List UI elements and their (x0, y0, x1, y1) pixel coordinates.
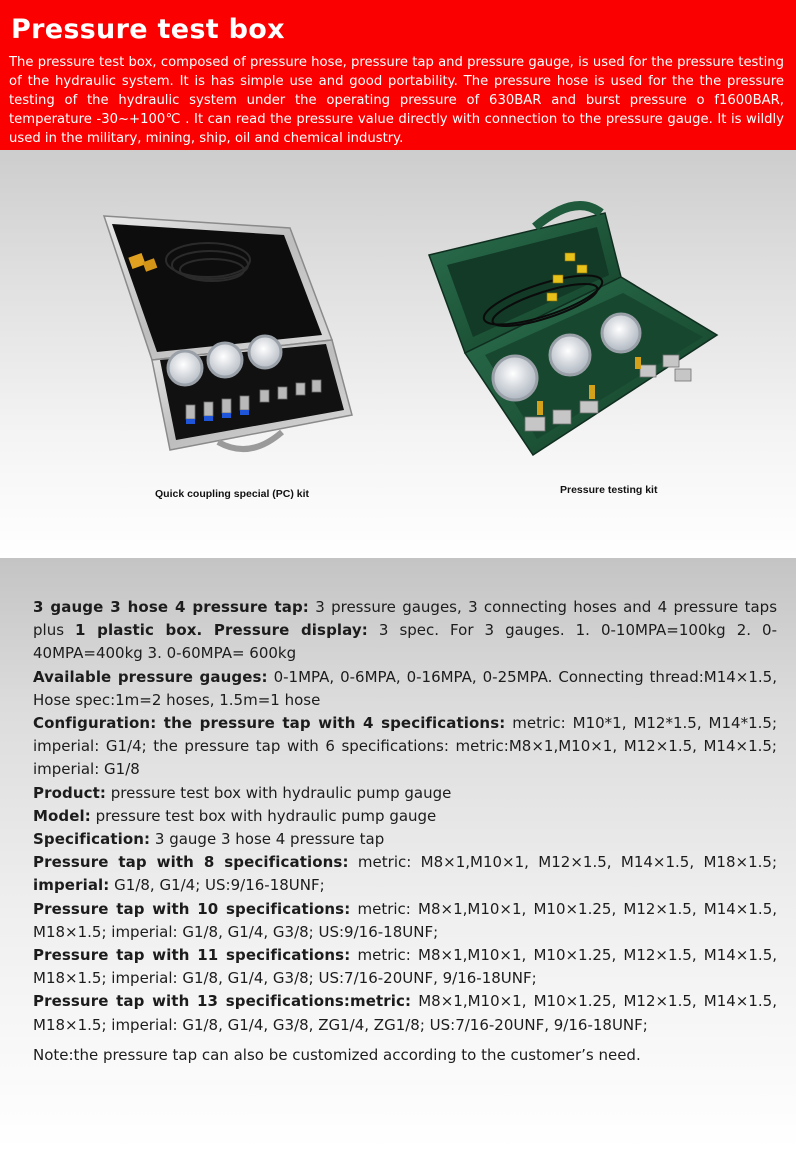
spec-value: M8×1,M10×1, M10×1.25, M12×1.5, M14×1.5, M18×1.5; imperial: G1/8, G1/4, G3/8, ZG1/4, ZG1/8; US:7/16-20UNF, 9/16-18UNF; (33, 992, 777, 1034)
page-title: Pressure test box (11, 14, 285, 45)
caption-quick-coupling-kit: Quick coupling special (PC) kit (155, 488, 310, 500)
spec-value: metric: M8×1,M10×1, M10×1.25, M12×1.5, M14×1.5, M18×1.5; imperial: G1/8, G1/4, G3/8; US:7/16-20UNF, 9/16-18UNF; (33, 946, 778, 988)
spec-tap-13 (33, 990, 777, 1036)
intro-paragraph: The pressure test box, composed of pressure hose, pressure tap and pressure gauge, is used for the pressure testing of the hydraulic system. It is has simple use and good portability. The pressure hose is used for the the pressure testing of the hydraulic system under the operating pressure of 630BAR and burst pressure o f1600BAR, temperature -30~+100℃ . It can read the pressure value directly with connection to the pressure gauge. It is wildly used in the military, mining, ship, oil and chemical industry. (9, 55, 784, 146)
spec-tap-10 (33, 898, 777, 944)
silver-case-image (100, 210, 360, 480)
specifications-section (0, 558, 796, 1149)
spec-value: pressure test box with hydraulic pump gauge (90, 806, 437, 825)
spec-label: Pressure tap with 8 specifications: (33, 853, 349, 872)
spec-value: 3 pressure gauges, 3 connecting hoses and 4 pressure taps plus (33, 598, 778, 640)
spec-label: 1 plastic box. Pressure display: (75, 621, 368, 640)
spec-label: Pressure tap with 10 specifications: (33, 899, 351, 918)
spec-tap-8 (33, 851, 777, 897)
spec-value: metric: M8×1,M10×1, M12×1.5, M14×1.5, M18×1.5; (348, 853, 777, 872)
spec-label: Pressure tap with 13 specifications:metric: (33, 992, 412, 1011)
spec-label: imperial: (33, 876, 110, 895)
spec-tap-11 (33, 944, 777, 990)
spec-value: 0-1MPA, 0-6MPA, 0-16MPA, 0-25MPA. Connecting thread:M14×1.5, Hose spec:1m=2 hoses, 1.5m=1 hose (33, 667, 777, 709)
spec-configuration (33, 712, 777, 782)
spec-specification (33, 828, 777, 851)
product-photos (0, 150, 796, 558)
spec-value: G1/8, G1/4; US:9/16-18UNF; (109, 876, 325, 895)
caption-pressure-testing-kit: Pressure testing kit (560, 484, 658, 496)
spec-model (33, 805, 777, 828)
spec-label: Configuration: the pressure tap with 4 specifications: (33, 714, 506, 733)
header-banner (0, 0, 796, 150)
spec-label: 3 gauge 3 hose 4 pressure tap: (33, 598, 309, 616)
spec-label: Pressure tap with 11 specifications: (33, 946, 351, 965)
spec-list (33, 596, 777, 1037)
spec-value: metric: M8×1,M10×1, M10×1.25, M12×1.5, M14×1.5, M18×1.5; imperial: G1/8, G1/4, G3/8; US:9/16-18UNF; (33, 899, 778, 941)
customization-note: Note:the pressure tap can also be customized according to the customer’s need. (33, 1046, 641, 1064)
spec-value: pressure test box with hydraulic pump gauge (105, 783, 452, 802)
spec-value: 3 spec. For 3 gauges. 1. 0-10MPA=100kg 2. 0-40MPA=400kg 3. 0-60MPA= 600kg (33, 621, 777, 663)
green-case-image (425, 205, 725, 475)
spec-product (33, 782, 777, 805)
spec-label: Available pressure gauges: (33, 667, 268, 686)
spec-available-gauges (33, 666, 777, 712)
spec-value: 3 gauge 3 hose 4 pressure tap (150, 830, 385, 849)
spec-label: Product: (33, 783, 106, 802)
spec-label: Model: (33, 806, 91, 825)
spec-gauge-hose-tap (33, 596, 777, 666)
spec-label: Specification: (33, 830, 151, 849)
spec-value: metric: M10*1, M12*1.5, M14*1.5; imperial: G1/4; the pressure tap with 6 specifications: metric:M8×1,M10×1, M12×1.5, M14×1.5; imperial: G1/8 (33, 714, 777, 779)
